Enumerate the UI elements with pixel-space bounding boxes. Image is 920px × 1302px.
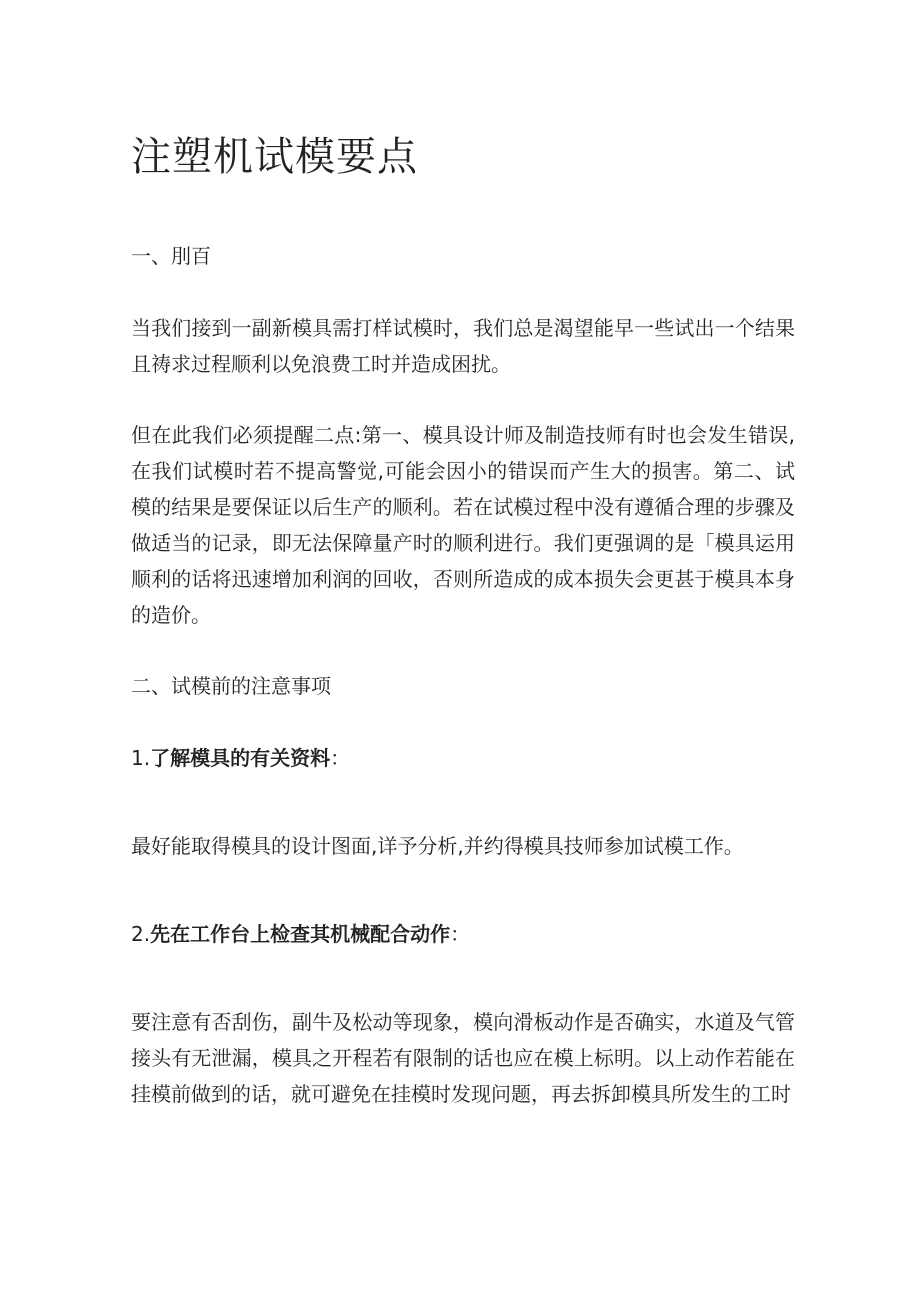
item-2-title: 先在工作台上检查其机械配合动作	[150, 922, 451, 946]
document-content	[131, 128, 795, 1147]
item-2-heading	[131, 916, 795, 952]
document-title: 注塑机试模要点	[131, 134, 418, 180]
item-1-body: 最好能取得模具的设计图面,详予分析,并约得模具技师参加试模工作。	[131, 834, 744, 858]
item-1-suffix: ：	[330, 746, 351, 770]
item-1-number: 1.	[131, 746, 151, 770]
section-2-heading: 二、试模前的注意事项	[131, 674, 331, 698]
item-2-body: 要注意有否刮伤，副牛及松动等现象，模向滑板动作是否确实，水道及气管接头有无泄漏，模具之开程若有限制的话也应在模上标明。以上动作若能在挂模前做到的话，就可避免在挂模时发现问题，再去拆卸模具所发生的工时	[131, 1010, 795, 1106]
section-1-paragraph-2: 但在此我们必须提醒二点:第一、模具设计师及制造技师有时也会发生错误,在我们试模时若不提高警觉,可能会因小的错误而产生大的损害。第二、试模的结果是要保证以后生产的顺利。若在试模过程中没有遵循合理的步骤及做适当的记录，即无法保障量产时的顺利进行。我们更强调的是「模具运用顺利的话将迅速增加利润的回收，否则所造成的成本损失会更甚于模具本身的造价。	[131, 423, 795, 627]
section-1-heading: 一、刖百	[131, 244, 211, 268]
item-2-number: 2.	[131, 922, 151, 946]
section-1-paragraph-1: 当我们接到一副新模具需打样试模时，我们总是渴望能早一些试出一个结果且祷求过程顺利以免浪费工时并造成困扰。	[131, 316, 795, 376]
item-1-title: 了解模具的有关资料	[150, 746, 331, 770]
item-1-heading	[131, 740, 795, 776]
item-2-suffix: ：	[450, 922, 471, 946]
